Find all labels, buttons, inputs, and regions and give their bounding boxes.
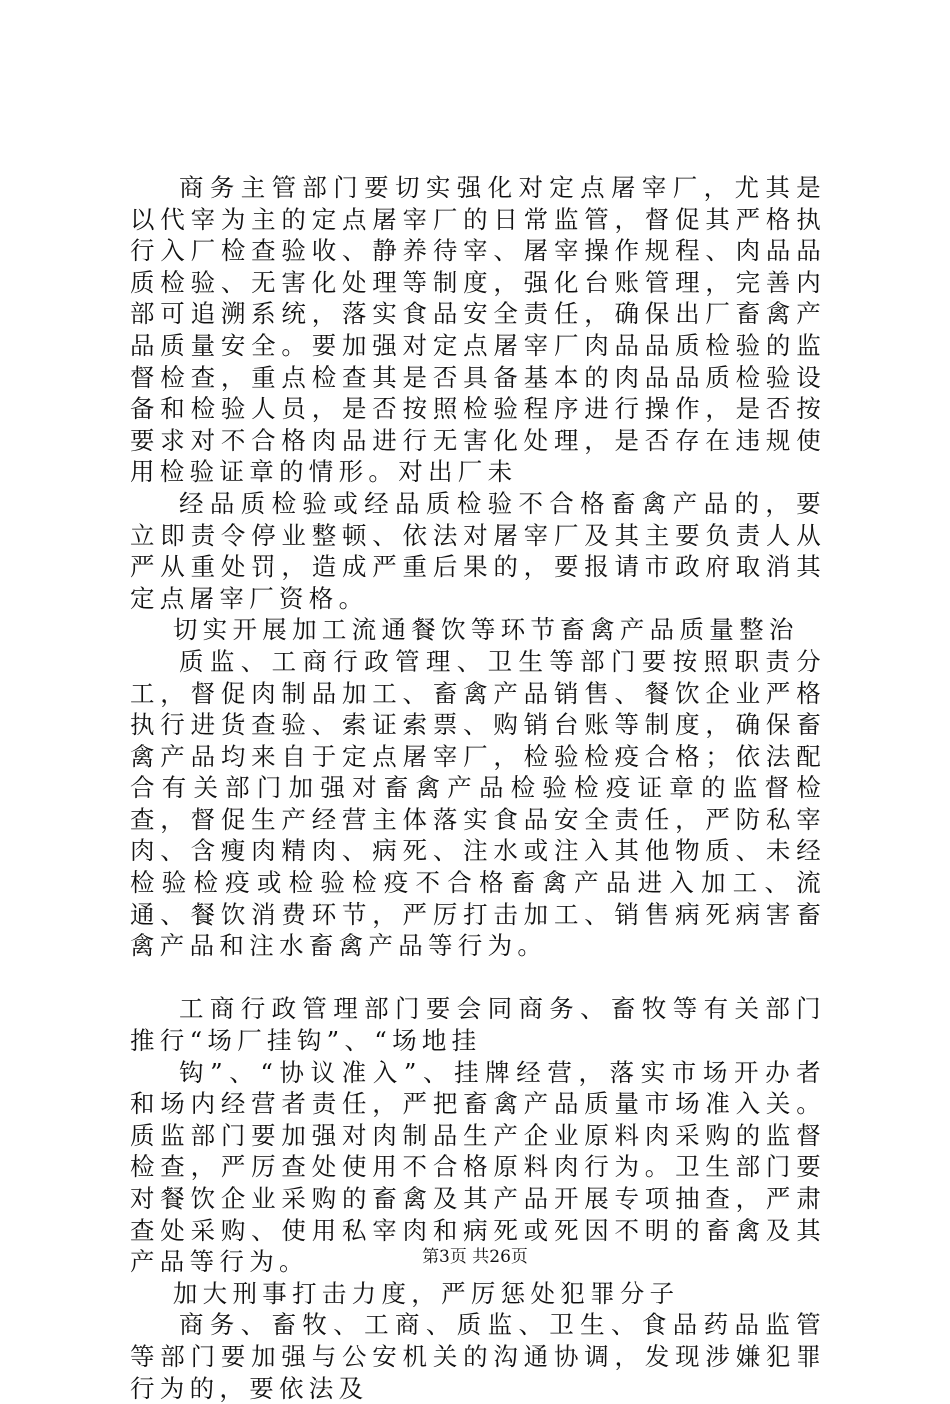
paragraph-slaughterhouse-supervision: 商务主管部门要切实强化对定点屠宰厂，尤其是以代宰为主的定点屠宰厂的日常监管，督促其严格执行入厂检查验收、静养待宰、屠宰操作规程、肉品品质检验、无害化处理等制度，强化台账管理，完善内部可追溯系统，落实食品安全责任，确保出厂畜禽产品质量安全。要加强对定点屠宰厂肉品品质检验的监督检查，重点检查其是否具备基本的肉品品质检验设备和检验人员，是否按照检验程序进行操作，是否按要求对不合格肉品进行无害化处理，是否存在违规使用检验证章的情形。对出厂未 [130,173,826,487]
paragraph-market-access: 钩”、“协议准入”、挂牌经营，落实市场开办者和场内经营者责任，严把畜禽产品质量市场准入关。质监部门要加强对肉制品生产企业原料肉采购的监督检查，严厉查处使用不合格原料肉行为。卫生部门要对餐饮企业采购的畜禽及其产品开展专项抽查，严肃查处采购、使用私宰肉和病死或死因不明的畜禽及其产品等行为。 [130,1057,826,1277]
paragraph-police-coordination: 商务、畜牧、工商、质监、卫生、食品药品监管等部门要加强与公安机关的沟通协调，发现涉嫌犯罪行为的，要依法及 [130,1310,826,1403]
paragraph-penalties: 经品质检验或经品质检验不合格畜禽产品的，要立即责令停业整顿、依法对屠宰厂及其主要负责人从严从重处罚，造成严重后果的，要报请市政府取消其定点屠宰厂资格。 [130,488,826,613]
section-heading-processing-circulation: 切实开展加工流通餐饮等环节畜禽产品质量整治 [172,615,799,645]
section-heading-criminal-enforcement: 加大刑事打击力度，严厉惩处犯罪分子 [172,1278,680,1308]
document-body [130,172,826,1404]
paragraph-market-linkage: 工商行政管理部门要会同商务、畜牧等有关部门推行“场厂挂钩”、“场地挂 [130,994,826,1056]
paragraph-spacer [130,962,826,994]
page-number-footer: 第3页 共26页 [422,1247,528,1267]
paragraph-department-duties: 质监、工商行政管理、卫生等部门要按照职责分工，督促肉制品加工、畜禽产品销售、餐饮企业严格执行进货查验、索证索票、购销台账等制度，确保畜禽产品均来自于定点屠宰厂，检验检疫合格；依法配合有关部门加强对畜禽产品检验检疫证章的监督检查，督促生产经营主体落实食品安全责任，严防私宰肉、含瘦肉精肉、病死、注水或注入其他物质、未经检验检疫或检验检疫不合格畜禽产品进入加工、流通、餐饮消费环节，严厉打击加工、销售病死病害畜禽产品和注水畜禽产品等行为。 [130,646,826,961]
